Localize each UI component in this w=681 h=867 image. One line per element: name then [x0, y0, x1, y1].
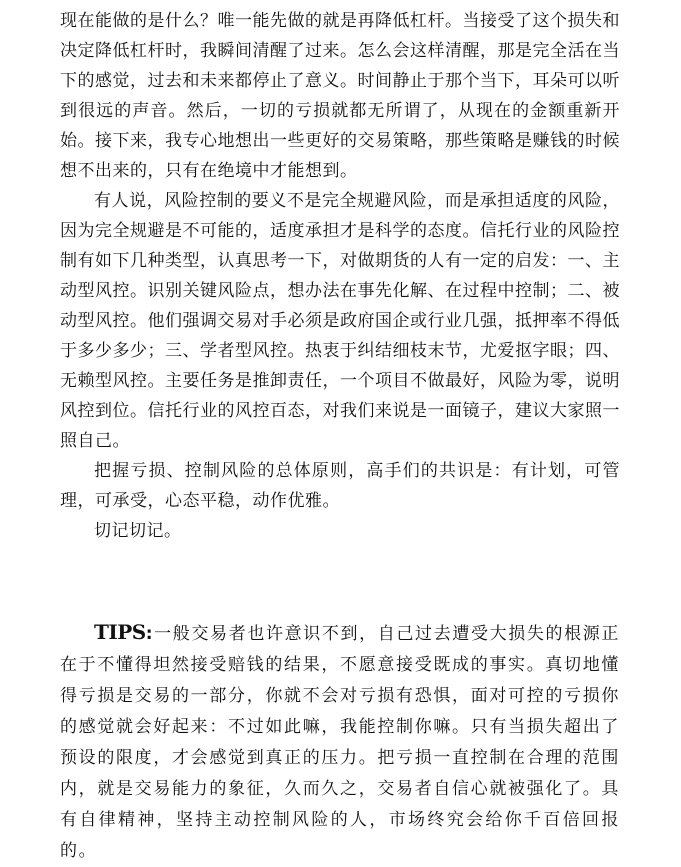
tips-label: TIPS [94, 620, 146, 644]
paragraph-3: 把握亏损、控制风险的总体原则，高手们的共识是：有计划，可管理，可承受，心态平稳，动作优雅。 [60, 461, 620, 511]
tips-colon: : [145, 624, 155, 644]
paragraph-4: 切记切记。 [94, 521, 182, 541]
tips-text: 一般交易者也许意识不到，自己过去遭受大损失的根源正在于不懂得坦然接受赔钱的结果，不愿意接受既成的事实。真切地懂得亏损是交易的一部分，你就不会对亏损有恐惧，面对可控的亏损你的感觉就会好起来：不过如此嘛，我能控制你嘛。只有当损失超出了预设的限度，才会感觉到真正的压力。把亏损一直控制在合理的范围内，就是交易能力的象征，久而久之，交易者自信心就被强化了。具有自律精神，坚持主动控制风险的人，市场终究会给你千百倍回报的。 [60, 624, 620, 861]
tips-box [60, 617, 620, 867]
main-body-text [60, 6, 620, 546]
paragraph-2: 有人说，风险控制的要义不是完全规避风险，而是承担适度的风险，因为完全规避是不可能的，适度承担才是科学的态度。信托行业的风险控制有如下几种类型，认真思考一下，对做期货的人有一定的启发：一、主动型风控。识别关键风险点，想办法在事先化解、在过程中控制；二、被动型风控。他们强调交易对手必须是政府国企或行业几强，抵押率不得低于多少多少；三、学者型风控。热衷于纠结细枝末节，尤爱抠字眼；四、无赖型风控。主要任务是推卸责任，一个项目不做最好，风险为零，说明风控到位。信托行业的风控百态，对我们来说是一面镜子，建议大家照一照自己。 [60, 191, 620, 451]
paragraph-1: 现在能做的是什么？唯一能先做的就是再降低杠杆。当接受了这个损失和决定降低杠杆时，我瞬间清醒了过来。怎么会这样清醒，那是完全活在当下的感觉，过去和未来都停止了意义。时间静止于那个当下，耳朵可以听到很远的声音。然后，一切的亏损就都无所谓了，从现在的金额重新开始。接下来，我专心地想出一些更好的交易策略，那些策略是赚钱的时候想不出来的，只有在绝境中才能想到。 [60, 11, 620, 181]
